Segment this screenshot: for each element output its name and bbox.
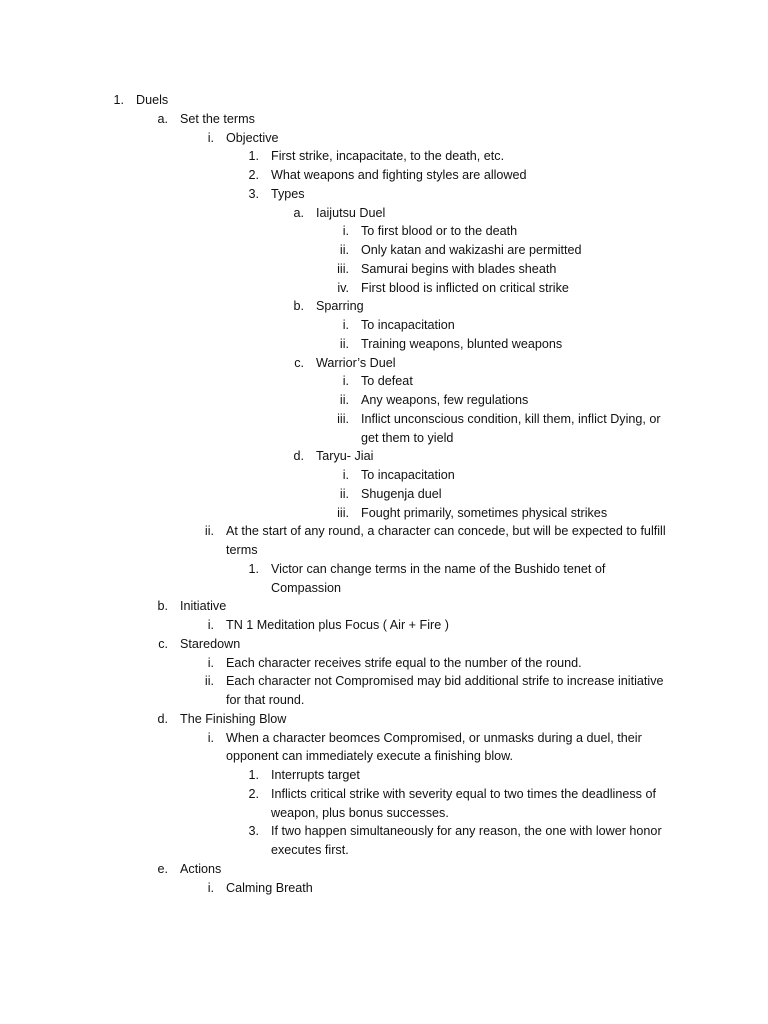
outline-text: To incapacitation	[361, 468, 455, 482]
outline-item	[0, 149, 768, 168]
outline-item	[0, 281, 768, 300]
outline-item	[0, 299, 768, 318]
outline-marker: i.	[342, 318, 349, 332]
outline-text: Duels	[136, 93, 169, 107]
outline-item	[0, 637, 768, 656]
outline-item	[0, 224, 768, 243]
outline-item	[0, 768, 768, 787]
outline-item	[0, 206, 768, 225]
outline-item	[0, 618, 768, 637]
outline-text: Each character receives strife equal to the number of the round.	[226, 655, 582, 670]
outline-item	[0, 543, 768, 562]
outline-item	[0, 656, 768, 675]
outline-item	[0, 581, 768, 600]
outline-text: To incapacitation	[361, 318, 455, 332]
outline-marker: i.	[207, 618, 214, 632]
outline-item	[0, 393, 768, 412]
outline-text: Types	[271, 186, 305, 201]
outline-marker: i.	[207, 655, 214, 670]
outline-text: Objective	[226, 130, 279, 145]
outline-item	[0, 487, 768, 506]
outline-marker: i.	[207, 880, 214, 895]
outline-item	[0, 693, 768, 712]
outline-marker: c.	[294, 355, 304, 370]
outline-item	[0, 674, 768, 693]
outline-item	[0, 599, 768, 618]
outline-text: Shugenja duel	[361, 486, 442, 501]
outline-text: First blood is inflicted on critical strike	[361, 280, 569, 295]
outline-item	[0, 731, 768, 750]
outline-item	[0, 806, 768, 825]
outline-marker: d.	[157, 711, 168, 726]
outline-text: Any weapons, few regulations	[361, 393, 529, 407]
outline-item	[0, 337, 768, 356]
outline-item	[0, 356, 768, 375]
outline-marker: e.	[157, 861, 168, 876]
outline-marker: iii.	[337, 505, 349, 520]
outline-marker: ii.	[339, 336, 349, 351]
outline-item	[0, 93, 768, 112]
outline-text: Sparring	[316, 299, 364, 314]
outline-text: Only katan and wakizashi are permitted	[361, 243, 582, 257]
outline-text: What weapons and fighting styles are allowed	[271, 168, 527, 182]
outline-text: If two happen simultaneously for any reason, the one with lower honor	[271, 824, 662, 839]
outline-text: TN 1 Meditation plus Focus ( Air + Fire )	[226, 618, 449, 632]
outline-marker: 1.	[248, 768, 259, 782]
outline-text: Initiative	[180, 599, 227, 614]
outline-text: Interrupts target	[271, 768, 360, 782]
outline-marker: ii.	[204, 524, 214, 539]
outline-marker: 1.	[248, 149, 259, 164]
outline-marker: 2.	[248, 786, 259, 801]
outline-marker: i.	[207, 130, 214, 145]
outline-marker: iii.	[337, 411, 349, 426]
outline-marker: iv.	[337, 280, 349, 295]
outline-item	[0, 562, 768, 581]
outline-text: Iaijutsu Duel	[316, 205, 386, 220]
outline-marker: 3.	[248, 824, 259, 839]
outline-text: When a character beomces Compromised, or unmasks during a duel, their	[226, 730, 642, 745]
outline-item	[0, 431, 768, 450]
outline-text: First strike, incapacitate, to the death, etc.	[271, 149, 505, 164]
outline-text: Victor can change terms in the name of the Bushido tenet of	[271, 561, 606, 576]
outline-item	[0, 187, 768, 206]
outline-item	[0, 712, 768, 731]
outline-marker: a.	[293, 205, 304, 220]
outline-text: Set the terms	[180, 111, 255, 126]
outline-item	[0, 524, 768, 543]
outline-item	[0, 318, 768, 337]
outline-marker: 3.	[248, 186, 259, 201]
outline-marker: b.	[293, 299, 304, 314]
outline-marker: 1.	[113, 93, 124, 107]
outline-text: Staredown	[180, 636, 241, 651]
outline-item	[0, 243, 768, 262]
outline-item	[0, 881, 768, 900]
outline-text: Inflict unconscious condition, kill them, inflict Dying, or	[361, 411, 661, 426]
outline-text: Fought primarily, sometimes physical strikes	[361, 505, 608, 520]
outline-text: Warrior’s Duel	[316, 355, 396, 370]
outline-item	[0, 843, 768, 862]
outline-item	[0, 787, 768, 806]
outline-text: Samurai begins with blades sheath	[361, 261, 557, 276]
outline-text: To defeat	[361, 374, 413, 389]
outline-item	[0, 862, 768, 881]
outline-text: To first blood or to the death	[361, 224, 518, 239]
outline-text: for that round.	[226, 693, 305, 707]
outline-marker: ii.	[339, 393, 349, 407]
outline-text: terms	[226, 543, 258, 557]
outline-item	[0, 168, 768, 187]
outline-item	[0, 131, 768, 150]
outline-text: At the start of any round, a character can concede, but will be expected to fulfill	[226, 524, 666, 539]
outline-marker: iii.	[337, 261, 349, 276]
outline-marker: 2.	[248, 168, 259, 182]
outline-text: Calming Breath	[226, 880, 313, 895]
outline-marker: c.	[158, 636, 168, 651]
outline-marker: i.	[342, 224, 349, 239]
outline-marker: i.	[342, 468, 349, 482]
outline-marker: a.	[157, 111, 168, 126]
outline-text: executes first.	[271, 843, 349, 857]
outline-marker: ii.	[339, 486, 349, 501]
outline-text: weapon, plus bonus successes.	[271, 805, 449, 820]
outline-text: Each character not Compromised may bid additional strife to increase initiative	[226, 674, 664, 689]
outline-marker: ii.	[339, 243, 349, 257]
outline-marker: 1.	[248, 561, 259, 576]
outline-marker: b.	[157, 599, 168, 614]
outline-text: Inflicts critical strike with severity equal to two times the deadliness of	[271, 786, 656, 801]
outline-marker: i.	[342, 374, 349, 389]
outline-marker: ii.	[204, 674, 214, 689]
outline-marker: i.	[207, 730, 214, 745]
outline-item	[0, 824, 768, 843]
outline-marker: d.	[293, 449, 304, 464]
outline-item	[0, 506, 768, 525]
outline-text: get them to yield	[361, 430, 454, 445]
outline-text: Taryu- Jiai	[316, 449, 374, 464]
outline-item	[0, 468, 768, 487]
outline-item	[0, 449, 768, 468]
outline-text: Actions	[180, 861, 222, 876]
outline-text: opponent can immediately execute a finishing blow.	[226, 749, 514, 764]
outline-item	[0, 374, 768, 393]
outline-item	[0, 412, 768, 431]
outline-text: Training weapons, blunted weapons	[361, 336, 563, 351]
outline-item	[0, 112, 768, 131]
outline-item	[0, 749, 768, 768]
outline-text: Compassion	[271, 580, 341, 595]
outline-item	[0, 262, 768, 281]
outline-text: The Finishing Blow	[180, 711, 287, 726]
